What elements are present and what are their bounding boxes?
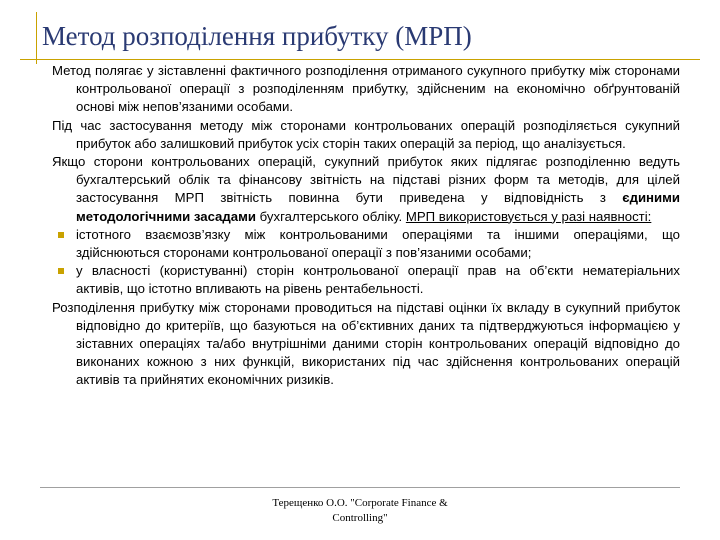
slide-title: Метод розподілення прибутку (МРП)	[42, 21, 472, 51]
text-span: Якщо сторони контрольованих операцій, сукупний прибуток яких підлягає розподіленню ведуть бухгалтерський облік та фінансову звітність на підставі різних форм та методів, для цілей застосування МРП звітність повинна бути приведена у відповідність з	[52, 154, 680, 206]
bullet-text: у власності (користуванні) сторін контрольованої операції прав на об’єкти нематеріальних активів, що істотно впливають на рівень рентабельності.	[76, 263, 680, 297]
bullet-text: істотного взаємозв’язку між контрольованими операціями та іншими операціями, що здійснюються сторонами контрольованої операції з пов’язаними особами;	[76, 226, 680, 261]
footer-line-2: Controlling"	[332, 512, 388, 524]
square-bullet-icon	[58, 268, 64, 274]
bullet-item	[52, 262, 680, 298]
footer-divider	[40, 487, 680, 488]
bold-text: єдиними методологічними засадами	[76, 190, 680, 224]
paragraph-application: Під час застосування методу між сторонами контрольованих операцій розподіляється сукупний прибуток або залишковий прибуток усіх сторін таких операцій за період, що аналізується.	[52, 117, 680, 151]
title-decoration-horizontal-line	[20, 59, 700, 60]
underlined-text: МРП використовується у разі наявності:	[405, 208, 652, 224]
slide-content	[52, 62, 680, 390]
paragraph-profit-allocation: Розподілення прибутку між сторонами проводиться на підставі оцінки їх вкладу в сукупний прибуток відповідно до критеріїв, що базуються на об’єктивних даних та підтверджуються інформацією у зіставних операціях та/або внутрішніми даними сторін контрольованих операцій відповідно до виконаних кожною з них функцій, використаних під час здійснення контрольованих операцій активів та прийнятих економічних ризиків.	[52, 299, 680, 388]
title-decoration-vertical-line	[36, 12, 37, 64]
paragraph-method-description: Метод полягає у зіставленні фактичного розподілення отриманого сукупного прибутку між сторонами контрольованої операції з розподіленням прибутку, здійсненим на економічно обґрунтованій основі між непов’язаними особами.	[52, 63, 680, 115]
footer-line-1: Терещенко О.О. "Corporate Finance &	[272, 497, 448, 509]
text-span: бухгалтерського обліку.	[255, 208, 406, 224]
footer-credit	[230, 496, 490, 526]
paragraph-accounting-requirements	[52, 153, 680, 226]
square-bullet-icon	[58, 232, 64, 238]
bullet-item	[52, 226, 680, 262]
